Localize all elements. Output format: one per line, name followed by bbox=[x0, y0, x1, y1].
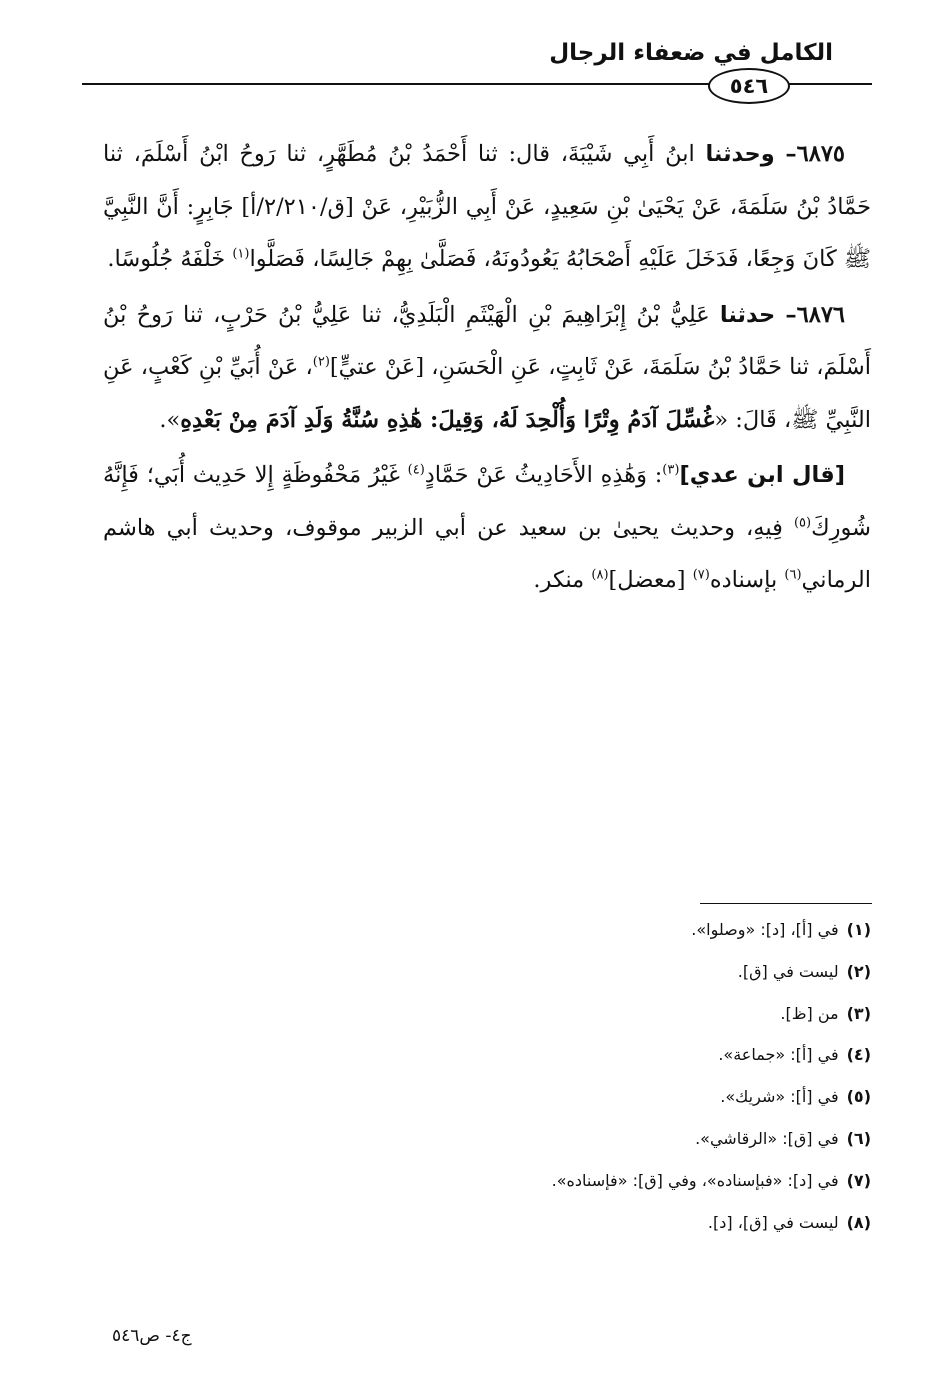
footnote-item bbox=[71, 915, 871, 957]
commentary-text: بإسناده bbox=[709, 567, 785, 593]
footnote-number: (٤) bbox=[846, 1045, 871, 1065]
commentary-text: [معضل] bbox=[608, 567, 693, 593]
page-footer: ج٤- ص٥٤٦ bbox=[112, 1326, 192, 1346]
footnote-item bbox=[71, 1040, 871, 1082]
footnote-ref[interactable]: (٣) bbox=[662, 462, 680, 478]
hadith-paragraph bbox=[103, 289, 871, 447]
hadith-text: ابنُ أَبِي شَيْبَةَ، قال: ثنا أَحْمَدُ بْنُ مُطَهَّرٍ، ثنا رَوحُ ابْنُ أَسْلَمَ، ثنا حَمَّادُ بْنُ سَلَمَةَ، عَنْ يَحْيَىٰ بْنِ سَعِيدٍ، عَنْ أَبِي الزُّبَيْرِ، عَنْ [ق/٢/٢١٠/أ] جَابِرٍ: أَنَّ النَّبِيَّ ﷺ كَانَ وَجِعًا، فَدَخَلَ عَلَيْهِ أَصْحَابُهُ يَعُودُونَهُ، فَصَلَّىٰ بِهِمْ جَالِسًا، فَصَلَّوا bbox=[103, 141, 871, 272]
footnote-text: في [د]: «فبإسناده»، وفي [ق]: «فإسناده». bbox=[551, 1170, 839, 1190]
footnote-ref[interactable]: (٥) bbox=[793, 515, 812, 530]
hadith-text: ». bbox=[159, 406, 181, 433]
footnote-separator bbox=[700, 903, 872, 904]
main-text bbox=[103, 128, 871, 607]
footnote-number: (١) bbox=[846, 920, 871, 939]
footnote-number: (٧) bbox=[846, 1170, 871, 1190]
hadith-text: ، عَنْ أُبَيِّ بْنِ كَعْبٍ، عَنِ النَّبِيِّ ﷺ، قَالَ: « bbox=[103, 354, 871, 433]
footnote-ref[interactable]: (٦) bbox=[784, 567, 802, 583]
hadith-text: خَلْفَهُ جُلُوسًا. bbox=[107, 246, 233, 272]
commentary-text: فِيهِ، وحديث يحيىٰ بن سعيد عن أبي الزبير موقوف، وحديث أبي هاشم الرماني bbox=[103, 514, 871, 593]
commentary-text: : وَهَٰذِهِ الأَحَادِيثُ عَنْ حَمَّادٍ bbox=[424, 462, 663, 488]
commentary-text: منكر. bbox=[533, 567, 592, 593]
hadith-paragraph bbox=[103, 128, 871, 286]
footnote-text: في [ق]: «الرقاشي». bbox=[695, 1128, 839, 1148]
footnote-ref[interactable]: (٧) bbox=[692, 567, 710, 583]
commentary-paragraph bbox=[103, 449, 871, 607]
footnote-list bbox=[71, 915, 871, 1249]
hadith-lead: حدثنا bbox=[719, 301, 776, 328]
hadith-lead: وحدثنا bbox=[705, 141, 775, 167]
footnote-number: (٢) bbox=[846, 961, 871, 981]
footnote-item bbox=[71, 1208, 871, 1250]
page-number: ٥٤٦ bbox=[708, 68, 790, 104]
hadith-matn: غُسِّلَ آدَمُ وِتْرًا وَأُلْحِدَ لَهُ، وَقِيلَ: هَٰذِهِ سُنَّةُ وَلَدِ آدَمَ مِنْ بَعْدِهِ bbox=[180, 406, 715, 433]
footnote-text: في [أ]، [د]: «وصلوا». bbox=[691, 920, 839, 939]
footnote-item bbox=[71, 957, 871, 999]
footnote-ref[interactable]: (٨) bbox=[591, 567, 609, 583]
footnote-ref[interactable]: (٢) bbox=[312, 354, 330, 370]
hadith-number: ٦٨٧٦– bbox=[785, 301, 845, 328]
footnote-number: (٨) bbox=[846, 1212, 871, 1232]
commentary-lead: [قال ابن عدي] bbox=[679, 462, 845, 488]
footnote-ref[interactable]: (١) bbox=[232, 246, 250, 262]
footnote-text: من [ظ]. bbox=[780, 1003, 839, 1023]
footnote-text: في [أ]: «جماعة». bbox=[718, 1045, 839, 1065]
footnote-item bbox=[71, 1082, 871, 1124]
hadith-text: عَلِيُّ بْنُ إِبْرَاهِيمَ بْنِ الْهَيْثَمِ الْبَلَدِيُّ، ثنا عَلِيُّ بْنُ حَرْبٍ، ثنا رَوحُ بْنُ أَسْلَمَ، ثنا حَمَّادُ بْنُ سَلَمَةَ، عَنْ ثَابِتٍ، عَنِ الْحَسَنِ، [عَنْ عتيٍّ] bbox=[103, 301, 871, 380]
footnote-ref[interactable]: (٤) bbox=[407, 462, 425, 478]
footnote-number: (٦) bbox=[846, 1128, 871, 1148]
footnote-number: (٥) bbox=[846, 1087, 871, 1107]
commentary-text: غَيْرُ مَحْفُوظَةٍ إِلا حَدِيث أُبَي؛ فَإِنَّهُ شُورِكَ bbox=[103, 462, 871, 541]
footnote-text: في [أ]: «شريك». bbox=[720, 1087, 839, 1107]
footnote-text: ليست في [ق]، [د]. bbox=[707, 1212, 839, 1232]
footnote-number: (٣) bbox=[846, 1003, 871, 1023]
hadith-number: ٦٨٧٥– bbox=[785, 141, 845, 167]
footnote-item bbox=[71, 1124, 871, 1166]
footnote-item bbox=[71, 999, 871, 1041]
footnote-text: ليست في [ق]. bbox=[737, 961, 839, 981]
footnote-item bbox=[71, 1166, 871, 1208]
running-title: الكامل في ضعفاء الرجال bbox=[549, 40, 833, 66]
